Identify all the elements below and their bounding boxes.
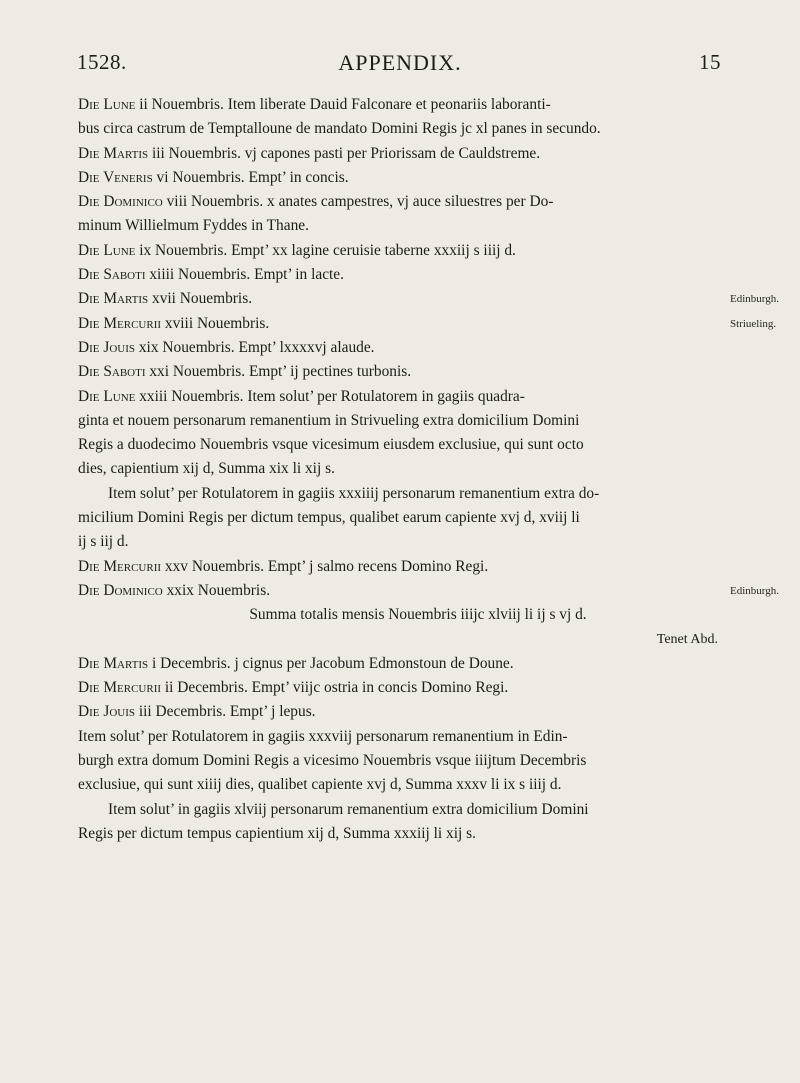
text-line bbox=[78, 93, 718, 117]
entry-text: xvii Nouembris. bbox=[148, 290, 253, 308]
day-heading: Die Martis bbox=[78, 290, 149, 308]
text-line bbox=[78, 530, 718, 554]
text-line bbox=[78, 822, 718, 846]
text-line bbox=[78, 457, 718, 481]
text-line bbox=[78, 385, 718, 409]
entry-text: xiiii Nouembris. Empt’ in lacte. bbox=[145, 266, 344, 284]
day-heading: Die Dominico bbox=[78, 581, 163, 599]
entry-text: viii Nouembris. x anates campestres, vj auce siluestres per Do- bbox=[162, 193, 554, 211]
text-line bbox=[78, 409, 718, 433]
entry-text: iii Nouembris. vj capones pasti per Priorissam de Cauldstreme. bbox=[148, 144, 541, 162]
day-heading: Die Jouis bbox=[78, 338, 136, 356]
page-number: 15 bbox=[699, 50, 721, 74]
body-text bbox=[78, 93, 718, 846]
entry-text: ii Nouembris. Item liberate Dauid Falconare et peonariis laboranti- bbox=[135, 96, 551, 113]
text-line bbox=[78, 312, 718, 336]
day-heading: Die Veneris bbox=[78, 168, 153, 186]
text-line bbox=[78, 798, 718, 822]
text-line bbox=[78, 433, 718, 457]
day-heading: Die Mercurii bbox=[78, 557, 162, 575]
entry-text: xxv Nouembris. Empt’ j salmo recens Domino Regi. bbox=[161, 557, 489, 575]
text-line bbox=[78, 117, 718, 141]
header-year: 1528. bbox=[77, 50, 127, 74]
entry-text: minum Willielmum Fyddes in Thane. bbox=[78, 217, 309, 235]
entry-text: xxi Nouembris. Empt’ ij pectines turbonis. bbox=[145, 363, 412, 381]
text-line bbox=[78, 579, 718, 603]
text-line bbox=[78, 214, 718, 238]
entry-text: Item solut’ in gagiis xlviij personarum remanentium extra domicilium Domini bbox=[108, 800, 589, 818]
text-line bbox=[78, 652, 718, 676]
entry-text: dies, capientium xij d, Summa xix li xij s. bbox=[78, 460, 335, 478]
day-heading: Die Mercurii bbox=[78, 679, 162, 697]
entry-text: ii Decembris. Empt’ viijc ostria in concis Domino Regi. bbox=[161, 679, 509, 697]
text-line bbox=[78, 506, 718, 530]
text-line bbox=[78, 336, 718, 360]
entry-text: i Decembris. j cignus per Jacobum Edmonstoun de Doune. bbox=[148, 654, 514, 672]
entry-text: bus circa castrum de Temptalloune de mandato Domini Regis jc xl panes in secundo. bbox=[78, 120, 601, 138]
text-line bbox=[78, 773, 718, 797]
text-line bbox=[78, 725, 718, 749]
day-heading: Die Dominico bbox=[78, 193, 163, 211]
text-line bbox=[78, 142, 718, 166]
text-line bbox=[78, 190, 718, 214]
text-line bbox=[78, 239, 718, 263]
text-line bbox=[78, 700, 718, 724]
day-heading: Die Saboti bbox=[78, 363, 146, 381]
entry-text: xxiii Nouembris. Item solut’ per Rotulatorem in gagiis quadra- bbox=[135, 387, 525, 405]
day-heading: Die Mercurii bbox=[78, 314, 162, 332]
text-line bbox=[78, 749, 718, 773]
text-line bbox=[78, 360, 718, 384]
margin-note: Striueling. bbox=[730, 317, 777, 330]
margin-note: Edinburgh. bbox=[730, 585, 779, 597]
day-heading: Die Lune bbox=[78, 387, 136, 405]
entry-text: burgh extra domum Domini Regis a vicesimo Nouembris vsque iiijtum Decembris bbox=[78, 752, 587, 770]
day-heading: Die Lune bbox=[78, 96, 136, 113]
entry-text: Regis per dictum tempus capientium xij d, Summa xxxiij li xij s. bbox=[78, 824, 476, 842]
day-heading: Die Saboti bbox=[78, 266, 146, 284]
entry-text: micilium Domini Regis per dictum tempus, qualibet earum capiente xvj d, xviij li bbox=[78, 509, 580, 527]
text-line bbox=[78, 263, 718, 287]
text-line bbox=[78, 287, 718, 311]
header-title: APPENDIX. bbox=[338, 50, 462, 75]
entry-text: Item solut’ per Rotulatorem in gagiis xxxviij personarum remanentium in Edin- bbox=[78, 727, 568, 745]
text-line bbox=[78, 166, 718, 190]
entry-text: xxix Nouembris. bbox=[162, 581, 271, 599]
entry-text: xviii Nouembris. bbox=[161, 314, 270, 332]
text-line bbox=[78, 628, 718, 652]
entry-text: xix Nouembris. Empt’ lxxxxvj alaude. bbox=[135, 338, 375, 356]
text-line bbox=[78, 603, 718, 627]
entry-text: Tenet Abd. bbox=[656, 631, 718, 647]
entry-text: vi Nouembris. Empt’ in concis. bbox=[152, 168, 349, 186]
entry-text: ix Nouembris. Empt’ xx lagine ceruisie taberne xxxiij s iiij d. bbox=[135, 241, 516, 259]
day-heading: Die Martis bbox=[78, 654, 149, 672]
entry-text: Item solut’ per Rotulatorem in gagiis xxxiiij personarum remanentium extra do- bbox=[108, 484, 600, 502]
entry-text: Regis a duodecimo Nouembris vsque vicesimum eiusdem exclusiue, qui sunt octo bbox=[78, 436, 584, 454]
entry-text: Summa totalis mensis Nouembris iiijc xlviij li ij s vj d. bbox=[249, 606, 587, 624]
text-line bbox=[78, 482, 718, 506]
day-heading: Die Jouis bbox=[78, 703, 136, 721]
day-heading: Die Martis bbox=[78, 144, 149, 162]
running-header bbox=[0, 24, 800, 75]
entry-text: iii Decembris. Empt’ j lepus. bbox=[135, 703, 316, 721]
text-line bbox=[78, 555, 718, 579]
entry-text: exclusiue, qui sunt xiiij dies, qualibet capiente xvj d, Summa xxxv li ix s iiij d. bbox=[78, 776, 562, 794]
entry-text: ginta et nouem personarum remanentium in Strivueling extra domicilium Domini bbox=[78, 411, 580, 429]
entry-text: ij s iij d. bbox=[78, 533, 129, 551]
day-heading: Die Lune bbox=[78, 241, 136, 259]
text-line bbox=[78, 676, 718, 700]
margin-note: Edinburgh. bbox=[730, 293, 779, 306]
